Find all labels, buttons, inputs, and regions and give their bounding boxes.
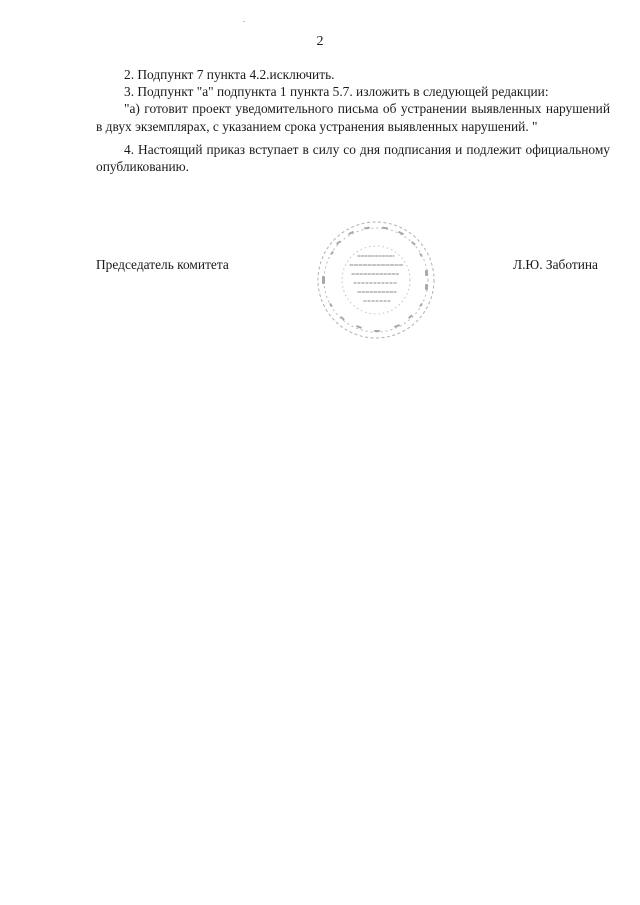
signatory-name: Л.Ю. Заботина bbox=[513, 257, 598, 272]
paragraph-item-4: 4. Настоящий приказ вступает в силу со дня подписания и подлежит официальному опубликованию. bbox=[96, 141, 610, 175]
official-seal-icon bbox=[312, 218, 440, 342]
page-number: 2 bbox=[316, 34, 324, 49]
paragraph-item-2: 2. Подпункт 7 пункта 4.2.исключить. bbox=[124, 67, 335, 82]
paragraph-quoted-text: "а) готовит проект уведомительного письма об устранении выявленных нарушений в двух экземплярах, с указанием срока устранения выявленных нарушений. " bbox=[96, 101, 610, 134]
document-body bbox=[96, 66, 610, 175]
signatory-title: Председатель комитета bbox=[96, 257, 229, 272]
paragraph-item-3: 3. Подпункт "а" подпункта 1 пункта 5.7. изложить в следующей редакции: bbox=[124, 84, 549, 100]
scan-mark bbox=[243, 21, 245, 22]
